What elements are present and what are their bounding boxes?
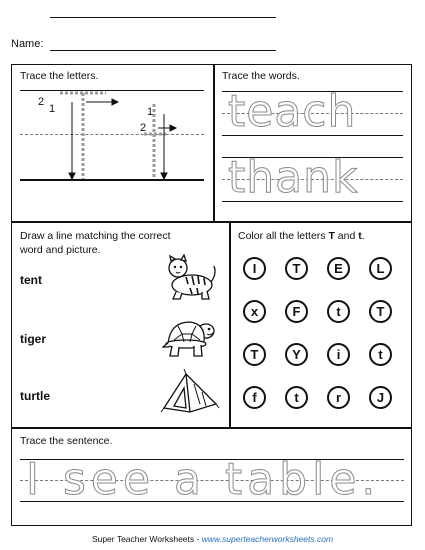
letter-circle[interactable]: I — [243, 257, 266, 280]
match-word-tiger[interactable]: tiger — [20, 332, 47, 346]
letter-circle[interactable]: t — [369, 343, 392, 366]
color-instruction-and: and — [334, 230, 359, 242]
matching-instruction-line2: word and picture. — [20, 244, 101, 256]
stroke-number-small-2: 2 — [140, 122, 147, 134]
header-rule — [50, 17, 276, 18]
trace-word-1: teach — [228, 86, 357, 137]
divider-vertical-top — [213, 64, 215, 222]
footer-url-link[interactable]: www.superteacherworksheets.com — [201, 534, 334, 544]
stroke-number-big-1: 1 — [49, 103, 56, 115]
name-input-line[interactable] — [50, 50, 276, 51]
letter-circle[interactable]: x — [243, 300, 266, 323]
letter-circle[interactable]: T — [369, 300, 392, 323]
divider-vertical-middle — [229, 221, 231, 428]
letter-circle[interactable]: t — [285, 386, 308, 409]
trace-words-instruction: Trace the words. — [222, 70, 300, 82]
letter-circle[interactable]: T — [243, 343, 266, 366]
trace-sentence-text: I see a table. — [26, 454, 381, 505]
letter-circle[interactable]: T — [285, 257, 308, 280]
letter-circle[interactable]: i — [327, 343, 350, 366]
footer — [0, 534, 425, 544]
color-instruction-suffix: . — [361, 230, 365, 242]
letter-trace-guides — [20, 90, 204, 182]
letter-circle[interactable]: r — [327, 386, 350, 409]
letter-circle[interactable]: t — [327, 300, 350, 323]
stroke-number-small-1: 1 — [147, 106, 154, 118]
trace-letters-instruction: Trace the letters. — [20, 70, 99, 82]
divider-horizontal-2 — [11, 427, 412, 429]
name-label: Name: — [11, 38, 44, 50]
letter-circle[interactable]: Y — [285, 343, 308, 366]
footer-brand: Super Teacher Worksheets - — [91, 534, 202, 544]
letter-circle[interactable]: F — [285, 300, 308, 323]
letter-circle[interactable]: L — [369, 257, 392, 280]
letter-circle[interactable]: E — [327, 257, 350, 280]
trace-sentence-instruction: Trace the sentence. — [20, 435, 113, 447]
tiger-picture[interactable] — [162, 254, 218, 302]
turtle-picture[interactable] — [162, 316, 218, 360]
color-target-big-letter: T — [328, 230, 335, 242]
color-instruction-prefix: Color all the letters — [238, 230, 329, 242]
color-letters-instruction — [238, 230, 365, 242]
stroke-number-big-2: 2 — [38, 96, 45, 108]
color-target-small-letter: t — [358, 230, 362, 242]
letter-circle[interactable]: f — [243, 386, 266, 409]
divider-horizontal-1 — [11, 221, 412, 223]
matching-instruction-line1: Draw a line matching the correct — [20, 230, 171, 242]
tent-picture[interactable] — [160, 368, 220, 414]
match-word-turtle[interactable]: turtle — [20, 389, 50, 403]
match-word-tent[interactable]: tent — [20, 273, 42, 287]
letter-circle[interactable]: J — [369, 386, 392, 409]
trace-word-2: thank — [228, 152, 359, 203]
